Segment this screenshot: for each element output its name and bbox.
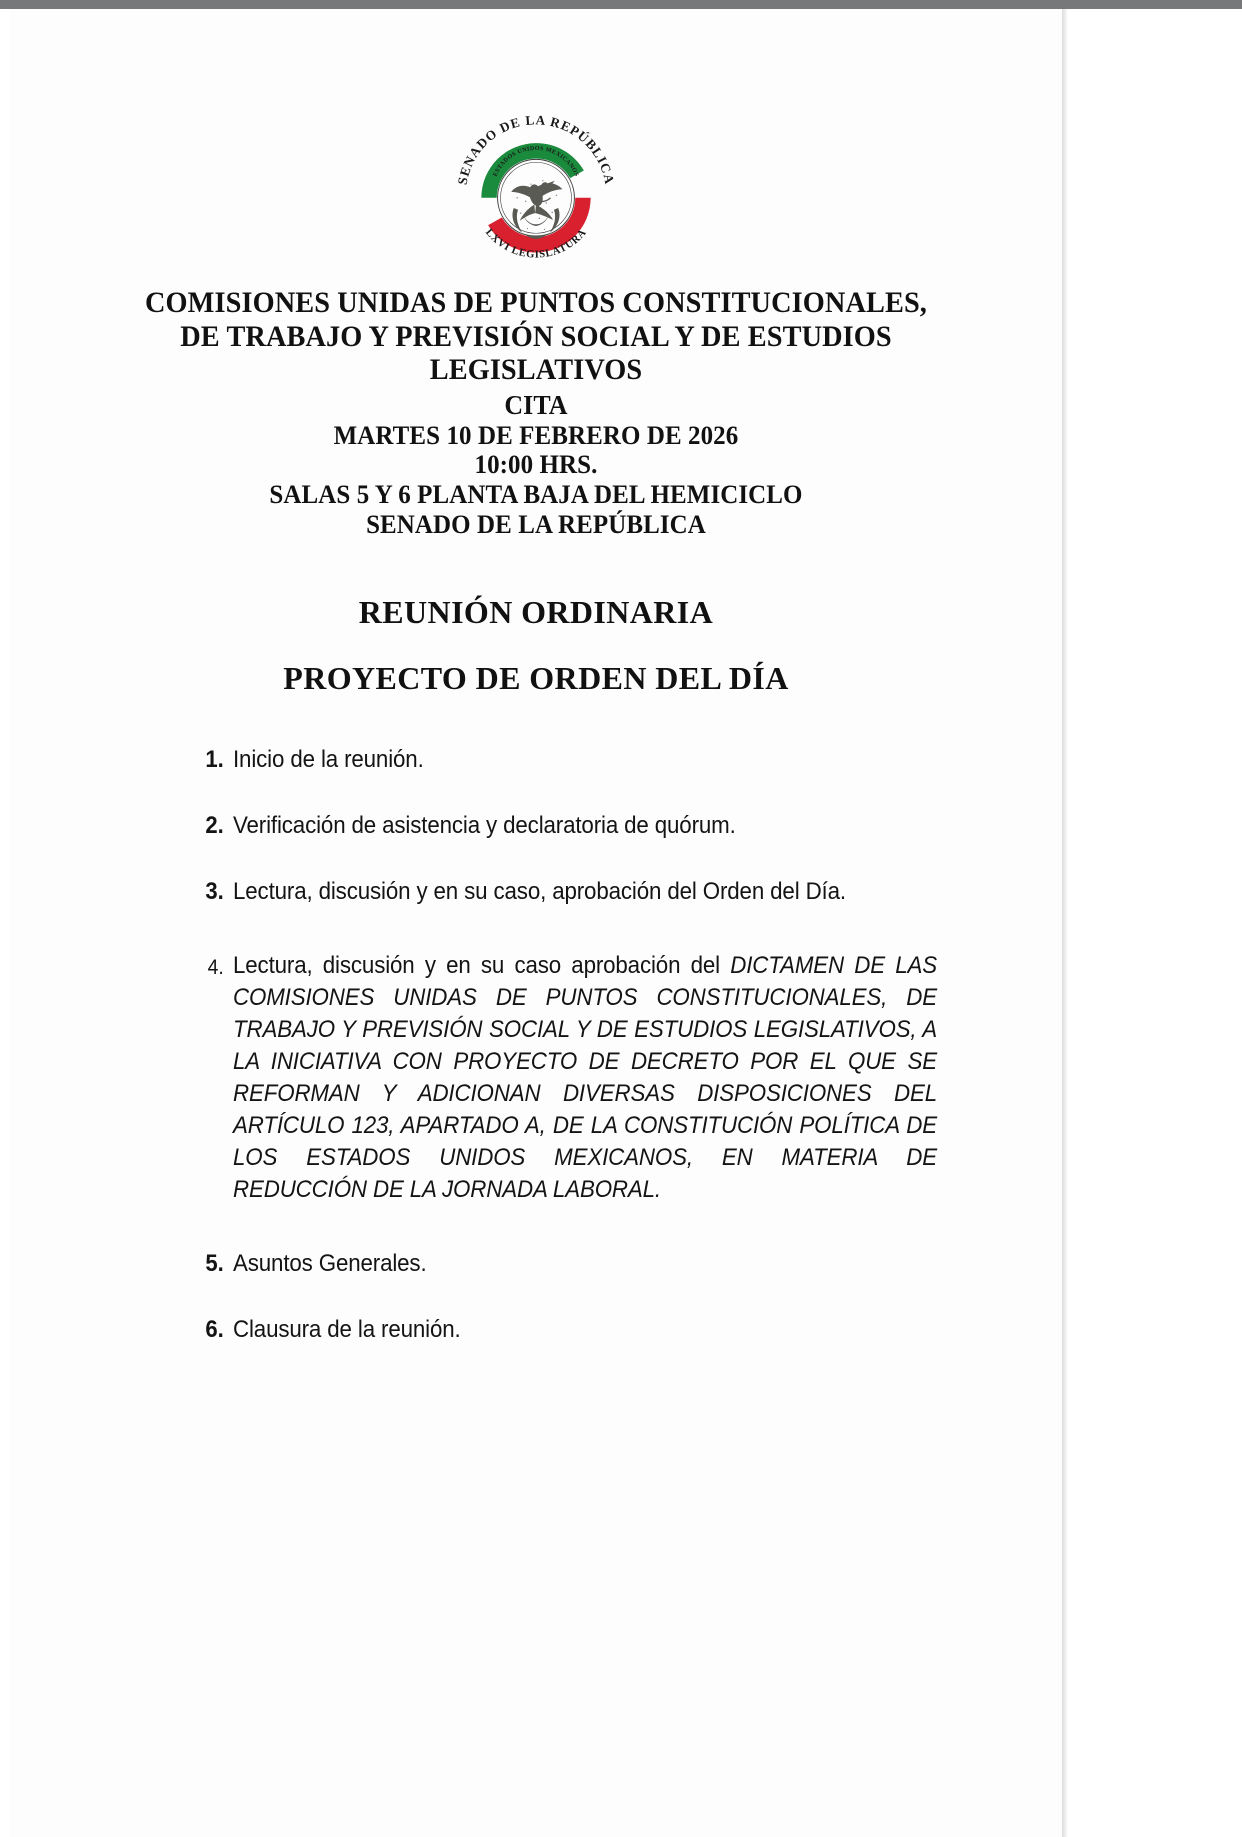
svg-text:ESTADOS UNIDOS MEXICANOS (493, 146, 580, 178)
agenda-item-5 (185, 1248, 990, 1280)
agenda-item-6-number: 6. (205, 1315, 224, 1343)
meeting-date: MARTES 10 DE FEBRERO DE 2026 (333, 420, 739, 450)
scan-top-bar (0, 0, 1242, 9)
agenda-item-3-text: Lectura, discusión y en su caso, aprobación del Orden del Día. (233, 878, 846, 906)
meeting-venue: SALAS 5 Y 6 PLANTA BAJA DEL HEMICICLO (269, 479, 803, 509)
meeting-time: 10:00 HRS. (474, 450, 598, 480)
agenda-item-2-text: Verificación de asistencia y declaratoria de quórum. (233, 812, 736, 840)
agenda-list (185, 744, 990, 1382)
commission-line-2: DE TRABAJO Y PREVISIÓN SOCIAL Y DE ESTUDIOS (180, 320, 892, 353)
agenda-item-1-number: 1. (205, 746, 224, 773)
agenda-item-4-text-prefix: Lectura, discusión y en su caso aprobación del (233, 952, 731, 980)
agenda-item-1-text: Inicio de la reunión. (233, 746, 424, 773)
senate-seal-icon (450, 109, 622, 261)
agenda-item-4-dictamen-title: DICTAMEN DE LAS COMISIONES UNIDAS DE PUNTOS CONSTITUCIONALES, DE TRABAJO Y PREVISIÓN SOCIAL Y DE ESTUDIOS LEGISLATIVOS, A LA INICIATIVA CON PROYECTO DE DECRETO POR EL QUE SE REFORMAN Y ADICIONAN DIVERSAS DISPOSICIONES DEL ARTÍCULO 123, APARTADO A, DE LA CONSTITUCIÓN POLÍTICA DE LOS ESTADOS UNIDOS MEXICANOS, EN MATERIA DE REDUCCIÓN DE LA JORNADA LABORAL. (233, 952, 938, 1203)
agenda-item-6-text: Clausura de la reunión. (233, 1315, 461, 1343)
agenda-item-3-number: 3. (205, 878, 224, 906)
agenda-item-2-number: 2. (205, 812, 224, 840)
agenda-item-6 (185, 1314, 990, 1346)
scan-right-margin (1062, 9, 1242, 1837)
agenda-item-3 (185, 876, 990, 908)
seal-top-text: SENADO DE LA REPÚBLICA (454, 112, 618, 186)
logo-container (10, 109, 1062, 266)
agenda-title-heading: PROYECTO DE ORDEN DEL DÍA (283, 660, 789, 696)
agenda-item-4-number: 4. (207, 956, 224, 980)
agenda-item-5-number: 5. (205, 1249, 224, 1277)
agenda-item-2 (185, 810, 990, 842)
seal-inner-text: ESTADOS UNIDOS MEXICANOS (492, 145, 580, 178)
agenda-item-1 (185, 744, 990, 776)
agenda-item-4-text (233, 950, 937, 1205)
agenda-item-5-text: Asuntos Generales. (233, 1249, 427, 1277)
agenda-item-4 (185, 950, 990, 1205)
page-edge-shadow (1062, 9, 1068, 1837)
seal-bottom-text: LXVI LEGISLATURA (483, 226, 589, 261)
commission-line-1: COMISIONES UNIDAS DE PUNTOS CONSTITUCIONALES, (144, 287, 927, 319)
cita-label: CITA (504, 389, 568, 420)
meeting-type-heading: REUNIÓN ORDINARIA (358, 594, 714, 630)
commission-line-3: LEGISLATIVOS (429, 354, 643, 387)
institution-name: SENADO DE LA REPÚBLICA (366, 509, 706, 539)
document-header (10, 287, 1062, 539)
document-page (10, 9, 1062, 1837)
